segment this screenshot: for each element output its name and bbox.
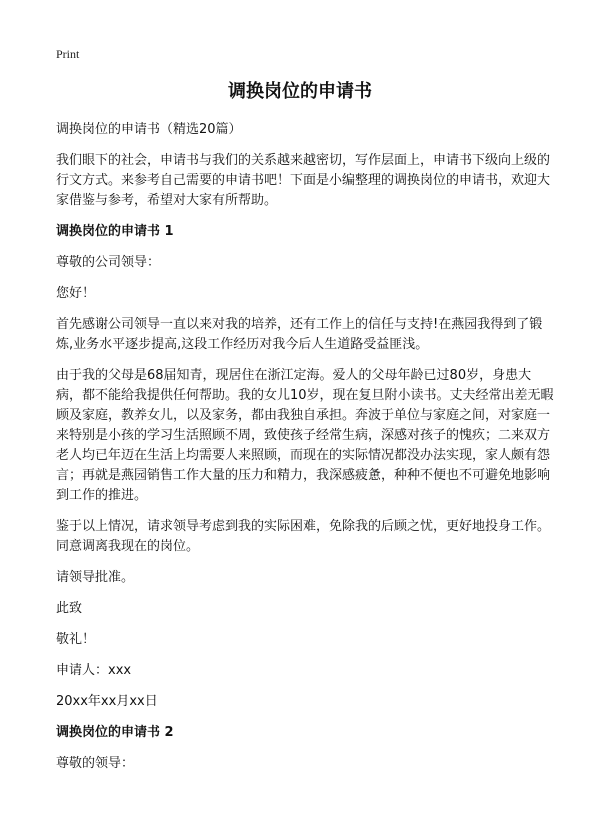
section-1-closing-2: 敬礼！	[56, 632, 96, 647]
section-1-greeting: 您好！	[56, 286, 96, 301]
intro-paragraph: 我们眼下的社会，申请书与我们的关系越来越密切，写作层面上，申请书下级向上级的行文方式。来参考自己需要的申请书吧！下面是小编整理的调换岗位的申请书，欢迎大家借鉴与参考，希望对大家有所帮助。	[56, 153, 551, 208]
section-2-salutation: 尊敬的领导：	[56, 756, 135, 771]
section-1-paragraph-2: 由于我的父母是68届知青，现居住在浙江定海。爱人的父母年龄已过80岁，身患大病，都不能给我提供任何帮助。我的女儿10岁，现在复旦附小读书。丈夫经常出差无暇顾及家庭，教养女儿，以及家务，都由我独自承担。奔波于单位与家庭之间，对家庭一来特别是小孩的学习生活照顾不周，致使孩子经常生病，深感对孩子的愧疚；二来双方老人均已年迈在生活上均需要人来照顾，而现在的实际情况都没办法实现，家人颇有怨言；再就是燕园销售工作大量的压力和精力，我深感疲惫，种种不便也不可避免地影响到工作的推进。	[56, 368, 554, 503]
section-1-paragraph-3: 鉴于以上情况，请求领导考虑到我的实际困难，免除我的后顾之忧，更好地投身工作。同意调离我现在的岗位。	[56, 519, 551, 554]
section-1-closing-1: 此致	[56, 601, 83, 616]
section-2-heading: 调换岗位的申请书 2	[56, 725, 174, 740]
print-link[interactable]: Print	[56, 47, 80, 61]
section-1-paragraph-1: 首先感谢公司领导一直以来对我的培养，还有工作上的信任与支持!在燕园我得到了锻炼,业务水平逐步提高,这段工作经历对我今后人生道路受益匪浅。	[56, 317, 543, 352]
section-1-heading: 调换岗位的申请书 1	[56, 224, 174, 239]
document-body	[56, 120, 556, 785]
section-1-request: 请领导批准。	[56, 570, 135, 585]
section-1-applicant: 申请人：xxx	[56, 663, 132, 678]
document-subtitle: 调换岗位的申请书（精选20篇）	[56, 122, 242, 137]
section-1-salutation: 尊敬的公司领导：	[56, 255, 161, 270]
section-1-date: 20xx年xx月xx日	[56, 694, 158, 709]
page-title: 调换岗位的申请书	[228, 81, 372, 102]
